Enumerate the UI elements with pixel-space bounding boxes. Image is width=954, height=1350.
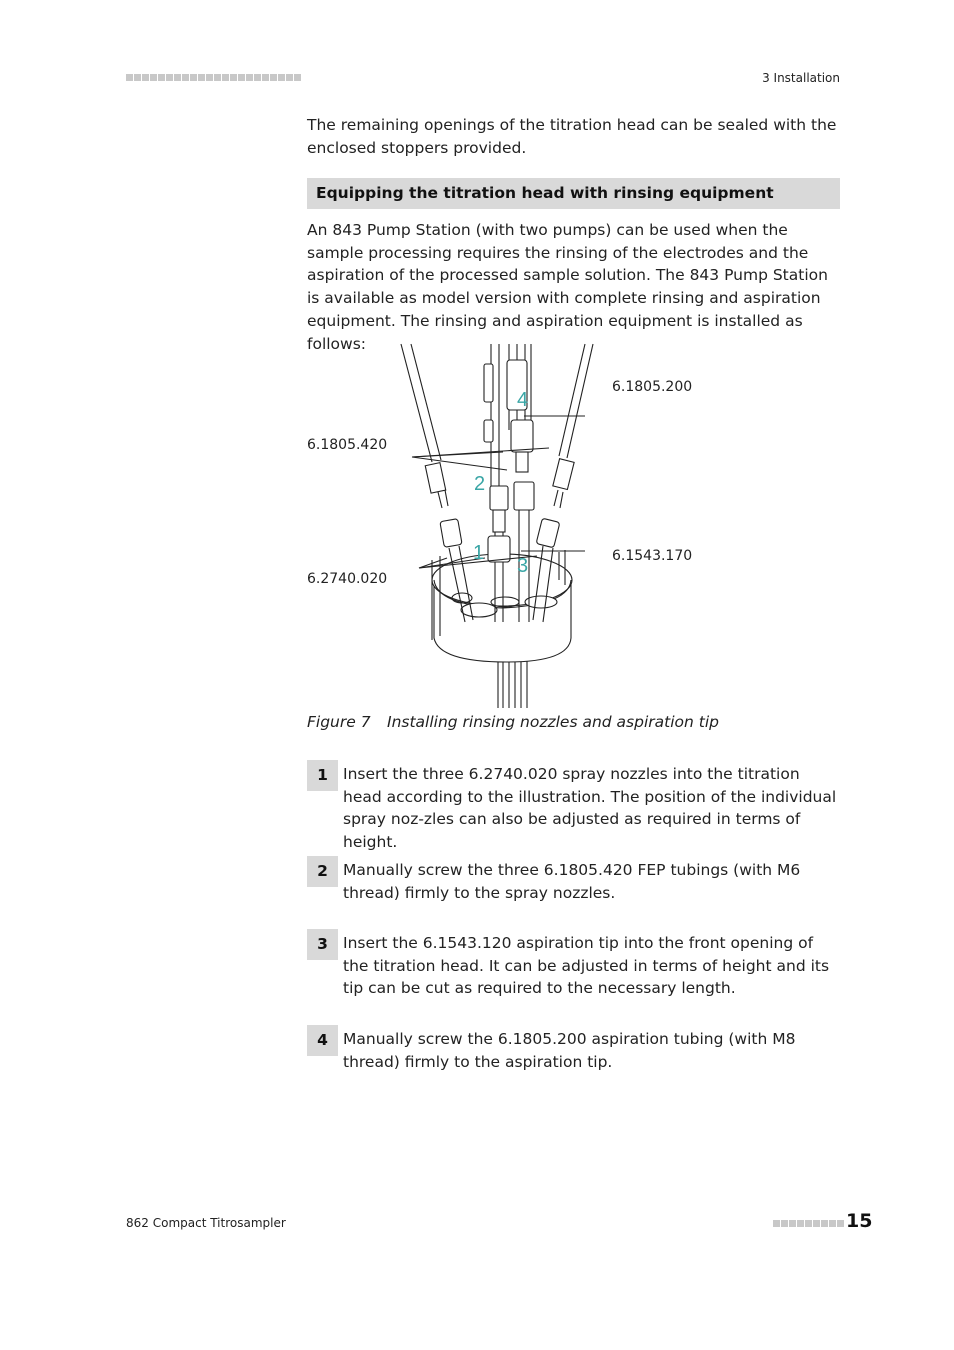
titration-head-illustration <box>307 340 840 710</box>
running-header: 3 Installation <box>762 71 840 85</box>
step-number: 4 <box>307 1025 338 1056</box>
figure-caption <box>307 713 719 731</box>
figure-number: Figure 7 <box>307 713 371 731</box>
step-item <box>307 856 840 906</box>
marker-2: 2 <box>474 473 486 495</box>
step-item <box>307 1025 840 1075</box>
figure-installation <box>307 340 840 710</box>
marker-3: 3 <box>517 555 529 577</box>
page-number: 15 <box>846 1210 873 1232</box>
step-number: 1 <box>307 760 338 791</box>
body-paragraph: An 843 Pump Station (with two pumps) can be used when the sample processing requires the rinsing of the electrodes and the aspiration of the processed sample solution. The 843 Pump Station is available as model version with complete rinsing and aspiration equipment. The rinsing and aspiration equipment is installed as follows: <box>307 221 828 353</box>
footer-product: 862 Compact Titrosampler <box>126 1216 286 1230</box>
step-text: Manually screw the 6.1805.200 aspiration tubing (with M8 thread) firmly to the aspiration tip. <box>343 1030 796 1071</box>
step-text: Manually screw the three 6.1805.420 FEP tubings (with M6 thread) firmly to the spray nozzles. <box>343 861 801 902</box>
label-spray-nozzle: 6.2740.020 <box>307 571 388 587</box>
step-text: Insert the 6.1543.120 aspiration tip into the front opening of the titration head. It can be adjusted in terms of height and its tip can be cut as required to the necessary length. <box>343 934 830 998</box>
label-aspiration-tip: 6.1543.170 <box>612 548 693 564</box>
figure-caption-text: Installing rinsing nozzles and aspiration tip <box>387 713 719 731</box>
header-decoration <box>126 74 301 81</box>
footer-decoration <box>773 1220 844 1227</box>
marker-4: 4 <box>517 389 529 411</box>
step-number: 2 <box>307 856 338 887</box>
step-item <box>307 929 840 1001</box>
step-text: Insert the three 6.2740.020 spray nozzles into the titration head according to the illustration. The position of the individual spray noz-zles can also be adjusted as required in terms of height. <box>343 765 837 852</box>
marker-1: 1 <box>473 542 485 564</box>
label-aspiration-tubing: 6.1805.200 <box>612 379 693 395</box>
label-fep-tubing: 6.1805.420 <box>307 437 388 453</box>
step-item <box>307 760 840 852</box>
step-number: 3 <box>307 929 338 960</box>
section-subheading: Equipping the titration head with rinsing equipment <box>307 178 840 209</box>
intro-paragraph: The remaining openings of the titration head can be sealed with the enclosed stoppers provided. <box>307 116 837 157</box>
